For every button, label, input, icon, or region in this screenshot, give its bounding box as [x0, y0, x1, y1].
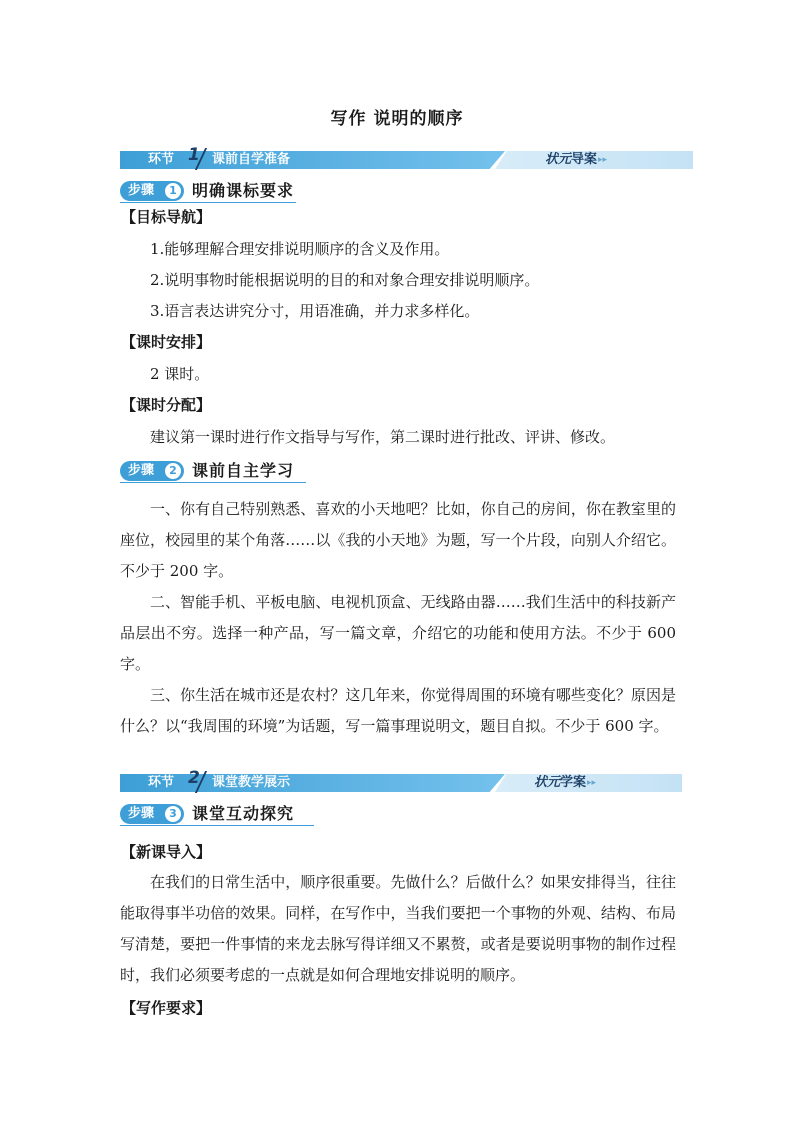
goal-item: 1.能够理解合理安排说明顺序的含义及作用。 [150, 240, 450, 258]
banner-bar [120, 151, 505, 169]
heading-goals: 【目标导航】 [121, 208, 212, 226]
banner-right-b: 导案 [570, 152, 597, 167]
banner-label: 课前自学准备 [212, 152, 291, 167]
double-arrow-icon: ▸▸ [586, 778, 596, 788]
step-word: 步骤 [128, 463, 155, 478]
intro-text: 在我们的日常生活中，顺序很重要。先做什么？后做什么？如果安排得当，往往能取得事半功倍的效果。同样，在写作中，当我们要把一个事物的外观、结构、布局写清楚，要把一件事情的来龙去脉写得详细又不累赘，或者是要说明事物的制作过程时，我们必须要考虑的一点就是如何合理地安排说明的顺序。 [120, 873, 676, 984]
heading-intro: 【新课导入】 [121, 843, 212, 861]
banner-right-label [534, 774, 586, 792]
step-underline [120, 482, 306, 483]
heading-requirements: 【写作要求】 [121, 999, 212, 1017]
step-pill [120, 461, 184, 481]
banner-bar [120, 774, 505, 792]
step-number-badge: 1 [165, 183, 181, 199]
step-title: 明确课标要求 [192, 181, 295, 200]
banner-number: 2 [188, 768, 200, 788]
step-underline [120, 825, 314, 826]
step-title: 课堂互动探究 [192, 804, 295, 823]
hours-text: 2 课时。 [150, 365, 210, 383]
step-word: 步骤 [128, 806, 155, 821]
step-word: 步骤 [128, 183, 155, 198]
goal-item: 3.语言表达讲究分寸，用语准确，并力求多样化。 [150, 302, 480, 320]
assignment-1: 一、你有自己特别熟悉、喜欢的小天地吧？比如，你自己的房间，你在教室里的座位，校园里的某个角落……以《我的小天地》为题，写一个片段，向别人介绍它。不少于 200 字。 [120, 500, 676, 580]
goal-item: 2.说明事物时能根据说明的目的和对象合理安排说明顺序。 [150, 271, 540, 289]
banner-tag: 环节 [148, 775, 175, 790]
step-pill [120, 804, 184, 824]
heading-allocation: 【课时分配】 [121, 396, 212, 414]
step-underline [120, 202, 296, 203]
section-banner-1 [120, 145, 693, 169]
heading-hours: 【课时安排】 [121, 333, 212, 351]
assignment-3: 三、你生活在城市还是农村？这几年来，你觉得周围的环境有哪些变化？原因是什么？以“我周围的环境”为话题，写一篇事理说明文，题目自拟。不少于 600 字。 [120, 686, 676, 735]
step-title: 课前自主学习 [192, 461, 295, 480]
step-pill [120, 181, 184, 201]
double-arrow-icon: ▸▸ [597, 155, 607, 165]
assignment-2: 二、智能手机、平板电脑、电视机顶盒、无线路由器……我们生活中的科技新产品层出不穷。选择一种产品，写一篇文章，介绍它的功能和使用方法。不少于 600 字。 [120, 593, 676, 673]
banner-right-b: 学案 [559, 775, 586, 790]
banner-right-a: 状元 [533, 775, 560, 790]
banner-right-label [545, 151, 597, 169]
allocation-text: 建议第一课时进行作文指导与写作，第二课时进行批改、评讲、修改。 [150, 428, 616, 446]
banner-label: 课堂教学展示 [212, 775, 291, 790]
step-number-badge: 2 [165, 463, 181, 479]
section-banner-2 [120, 768, 682, 792]
banner-right-a: 状元 [544, 152, 571, 167]
banner-number: 1 [188, 145, 200, 165]
banner-tag: 环节 [148, 152, 175, 167]
step-number-badge: 3 [165, 806, 181, 822]
page-title: 写作 说明的顺序 [330, 109, 464, 129]
